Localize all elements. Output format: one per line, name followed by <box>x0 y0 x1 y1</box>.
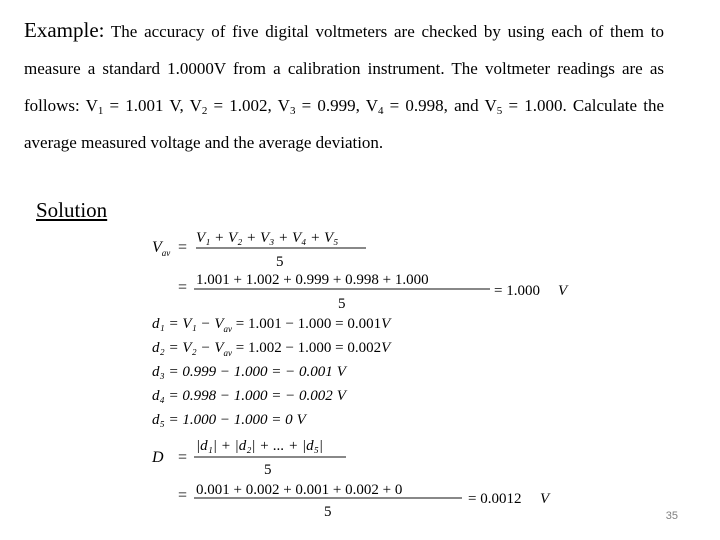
d2-result: = 0.0012 <box>468 491 522 507</box>
subscript: 2 <box>201 105 208 117</box>
deviation-d3: d₃ = 0.999 − 1.000 = − 0.001 V <box>152 364 346 380</box>
deviation-d4: d₄ = 0.998 − 1.000 = − 0.002 V <box>152 388 346 404</box>
equals-sign: = <box>178 487 188 504</box>
equations-svg <box>150 224 650 524</box>
vav2-result: = 1.000 <box>494 283 540 299</box>
problem-statement <box>24 12 664 161</box>
vav-numerator: V₁ + V₂ + V₃ + V₄ + V₅ <box>196 230 339 246</box>
d2-numerator: 0.001 + 0.002 + 0.001 + 0.002 + 0 <box>196 482 403 498</box>
problem-text: = 1.002, V <box>207 96 290 115</box>
d-numerator: |d₁| + |d₂| + ... + |d₅| <box>196 438 324 454</box>
vav2-denominator: 5 <box>338 296 346 312</box>
volt-unit: V <box>540 491 550 507</box>
d-lhs: D <box>152 449 164 466</box>
example-label: Example: <box>24 18 105 42</box>
equals-sign: = <box>178 279 188 296</box>
deviation-d2: $d_2 = V_2 - V_{av} = 1.002 - 1.000 = 0.002V$ <box>152 340 391 358</box>
problem-text: The accuracy of five digital voltmeters are checked by using each of them to measure a standard 1.0000V from a calibration instrument. The voltmeter readings are as follows: V <box>24 22 664 115</box>
deviation-d5: d₅ = 1.000 − 1.000 = 0 V <box>152 412 306 428</box>
problem-text: = 0.999, V <box>295 96 379 115</box>
page-number: 35 <box>665 510 678 522</box>
volt-unit: V <box>558 283 568 299</box>
subscript: 5 <box>496 105 503 117</box>
problem-text: = 1.000. Calculate the average measured voltage and the average deviation. <box>24 96 665 152</box>
d2-denominator: 5 <box>324 504 332 520</box>
equals-sign: = <box>178 449 188 466</box>
problem-text: = 1.001 V, V <box>103 96 202 115</box>
solution-equations <box>150 224 650 524</box>
vav-lhs: $V_{av}$ <box>152 239 171 258</box>
problem-text: = 0.998, and V <box>383 96 497 115</box>
deviation-d1: $d_1 = V_1 - V_{av} = 1.001 - 1.000 = 0.001V$ <box>152 316 391 334</box>
solution-heading: Solution <box>36 198 108 222</box>
subscript: 1 <box>97 105 104 117</box>
vav-denominator: 5 <box>276 254 284 270</box>
subscript: 3 <box>289 105 296 117</box>
d-denominator: 5 <box>264 462 272 478</box>
vav2-numerator: 1.001 + 1.002 + 0.999 + 0.998 + 1.000 <box>196 272 429 288</box>
subscript: 4 <box>378 105 384 117</box>
equals-sign: = <box>178 239 188 256</box>
